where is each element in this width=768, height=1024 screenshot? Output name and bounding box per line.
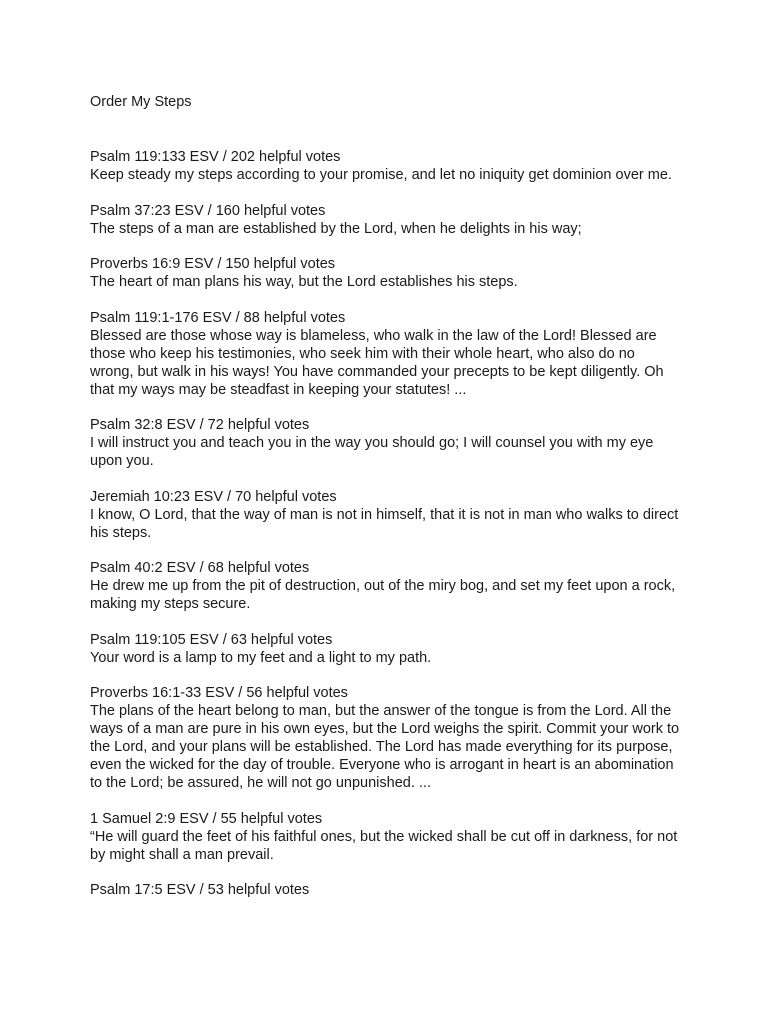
verse-text: I will instruct you and teach you in the way you should go; I will counsel you with my eye upon you. — [90, 435, 654, 469]
document-title: Order My Steps — [90, 94, 192, 110]
verse-entry — [90, 881, 680, 899]
verse-text: “He will guard the feet of his faithful ones, but the wicked shall be cut off in darkness, for not by might shall a man prevail. — [90, 828, 678, 863]
verse-reference: Psalm 32:8 ESV / 72 helpful votes — [90, 417, 310, 433]
verse-text: The plans of the heart belong to man, but the answer of the tongue is from the Lord. All the ways of a man are pure in his own eyes, but the Lord weighs the spirit. Commit your work to the Lord, and your plans will be established. The Lord has made everything for its purpose, even the wicked for the day of trouble. Everyone who is arrogant in heart is an abomination to the Lord; be assured, he will not go unpunished. ... — [90, 703, 680, 791]
verse-reference: Psalm 119:133 ESV / 202 helpful votes — [90, 149, 341, 165]
verse-text: Blessed are those whose way is blameless, who walk in the law of the Lord! Blessed are those who keep his testimonies, who seek him with their whole heart, who also do no wrong, but walk in his ways! You have commanded your precepts to be kept diligently. Oh that my ways may be steadfast in keeping your statutes! ... — [90, 327, 664, 398]
verse-entry — [90, 488, 680, 542]
verse-entry — [90, 684, 680, 792]
verse-text: Keep steady my steps according to your promise, and let no iniquity get dominion over me. — [90, 167, 672, 183]
verse-entry — [90, 559, 680, 613]
document-page — [90, 93, 680, 917]
verse-text: The heart of man plans his way, but the Lord establishes his steps. — [90, 274, 518, 290]
verse-reference: Psalm 40:2 ESV / 68 helpful votes — [90, 560, 310, 576]
verse-entry — [90, 202, 680, 238]
verse-reference: Psalm 119:105 ESV / 63 helpful votes — [90, 631, 333, 648]
verse-reference: Jeremiah 10:23 ESV / 70 helpful votes — [90, 488, 337, 505]
verse-reference: Proverbs 16:1-33 ESV / 56 helpful votes — [90, 685, 348, 701]
verse-text: The steps of a man are established by the Lord, when he delights in his way; — [90, 220, 582, 237]
verse-entry — [90, 255, 680, 291]
verse-reference: Psalm 119:1-176 ESV / 88 helpful votes — [90, 309, 346, 326]
verse-text: He drew me up from the pit of destruction, out of the miry bog, and set my feet upon a rock, making my steps secure. — [90, 578, 676, 612]
verse-text: Your word is a lamp to my feet and a light to my path. — [90, 649, 432, 666]
verse-entry — [90, 309, 680, 399]
verse-reference: Proverbs 16:9 ESV / 150 helpful votes — [90, 256, 336, 272]
verse-reference: Psalm 37:23 ESV / 160 helpful votes — [90, 202, 326, 219]
verse-entry — [90, 148, 680, 184]
verse-reference: Psalm 17:5 ESV / 53 helpful votes — [90, 882, 310, 898]
verse-entry — [90, 631, 680, 667]
verse-reference: 1 Samuel 2:9 ESV / 55 helpful votes — [90, 810, 323, 827]
verse-entry — [90, 810, 680, 864]
verse-text: I know, O Lord, that the way of man is not in himself, that it is not in man who walks to direct his steps. — [90, 506, 679, 541]
verse-entry — [90, 416, 680, 470]
